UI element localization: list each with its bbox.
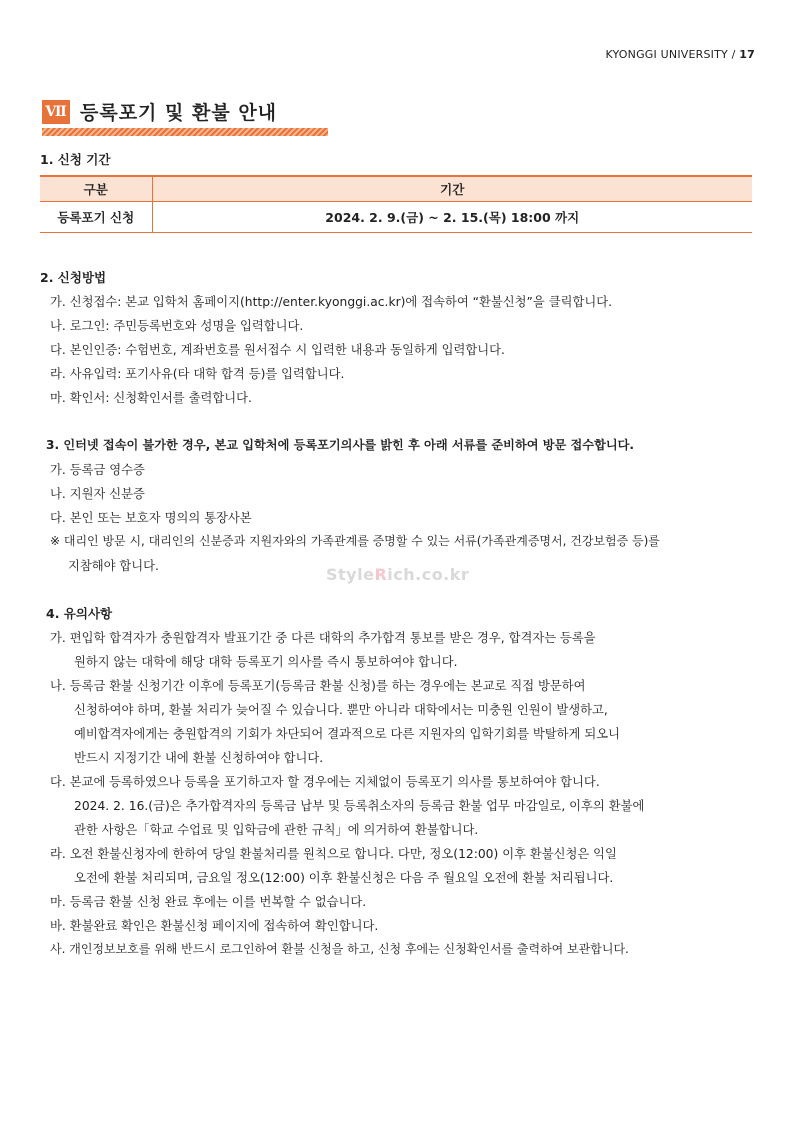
heading-application-method: 2. 신청방법 [40,270,107,285]
method-item: 마. 확인서: 신청확인서를 출력합니다. [50,391,252,405]
heading-visit-submission: 3. 인터넷 접속이 불가한 경우, 본교 입학처에 등록포기의사를 밝힌 후 아래 서류를 준비하여 방문 접수합니다. [46,438,635,452]
note-line: 라. 오전 환불신청자에 한하여 당일 환불처리를 원칙으로 합니다. 다만, 정오(12:00) 이후 환불신청은 익일 [50,847,617,861]
note-line: 관한 사항은「학교 수업료 및 입학금에 관한 규칙」에 의거하여 환불합니다. [74,823,479,837]
header-separator: / [731,48,736,61]
note-line: 예비합격자에게는 충원합격의 기회가 차단되어 결과적으로 다른 지원자의 입학기회를 박탈하게 되오니 [74,727,620,741]
note-line: 다. 본교에 등록하였으나 등록을 포기하고자 할 경우에는 지체없이 등록포기 의사를 통보하여야 합니다. [50,775,600,789]
note-line: 나. 등록금 환불 신청기간 이후에 등록포기(등록금 환불 신청)를 하는 경우에는 본교로 직접 방문하여 [50,679,586,693]
note-line: 마. 등록금 환불 신청 완료 후에는 이를 번복할 수 없습니다. [50,895,367,909]
heading-notes: 4. 유의사항 [46,606,113,621]
note-line: 오전에 환불 처리되며, 금요일 정오(12:00) 이후 환불신청은 다음 주 월요일 오전에 환불 처리됩니다. [74,871,614,885]
section-title-text: 등록포기 및 환불 안내 [80,102,278,124]
table-header-category: 구분 [40,176,152,201]
table-cell-category: 등록포기 신청 [40,201,152,232]
section-title-underline [42,128,328,136]
method-item: 라. 사유입력: 포기사유(타 대학 합격 등)를 입력합니다. [50,367,345,381]
proxy-note: ※ 대리인 방문 시, 대리인의 신분증과 지원자와의 가족관계를 증명할 수 있는 서류(가족관계증명서, 건강보험증 등)를 [50,534,660,548]
section-number-badge: Ⅶ [42,100,70,124]
table-row [40,201,752,232]
method-item: 나. 로그인: 주민등록번호와 성명을 입력합니다. [50,319,304,333]
table-header-row [40,176,752,201]
section-title [42,98,277,125]
document-item: 나. 지원자 신분증 [50,487,145,501]
method-item: 가. 신청접수: 본교 입학처 홈페이지(http://enter.kyonggi.ac.kr)에 접속하여 “환불신청”을 클릭합니다. [50,295,612,309]
table-cell-period: 2024. 2. 9.(금) ~ 2. 15.(목) 18:00 까지 [152,201,752,232]
application-period-table [40,175,752,233]
note-line: 반드시 지정기간 내에 환불 신청하여야 합니다. [74,751,324,765]
note-line: 가. 편입학 합격자가 충원합격자 발표기간 중 다른 대학의 추가합격 통보를 받은 경우, 합격자는 등록을 [50,631,596,645]
note-line: 2024. 2. 16.(금)은 추가합격자의 등록금 납부 및 등록취소자의 등록금 환불 업무 마감일로, 이후의 환불에 [74,799,645,813]
proxy-note-continued: 지참해야 합니다. [68,559,159,573]
heading-application-period: 1. 신청 기간 [40,152,111,167]
document-item: 다. 본인 또는 보호자 명의의 통장사본 [50,511,252,525]
university-name: KYONGGI UNIVERSITY [605,48,728,61]
table-header-period: 기간 [152,176,752,201]
watermark-logo: StyleRich.co.kr [326,565,470,584]
page-number: 17 [739,48,755,61]
running-header [605,48,755,61]
document-item: 가. 등록금 영수증 [50,463,145,477]
note-line: 신청하여야 하며, 환불 처리가 늦어질 수 있습니다. 뿐만 아니라 대학에서는 미충원 인원이 발생하고, [74,703,608,717]
method-item: 다. 본인인증: 수험번호, 계좌번호를 원서접수 시 입력한 내용과 동일하게 입력합니다. [50,343,505,357]
note-line: 바. 환불완료 확인은 환불신청 페이지에 접속하여 확인합니다. [50,919,379,933]
note-line: 사. 개인정보보호를 위해 반드시 로그인하여 환불 신청을 하고, 신청 후에는 신청확인서를 출력하여 보관합니다. [50,942,629,956]
note-line: 원하지 않는 대학에 해당 대학 등록포기 의사를 즉시 통보하여야 합니다. [74,655,458,669]
